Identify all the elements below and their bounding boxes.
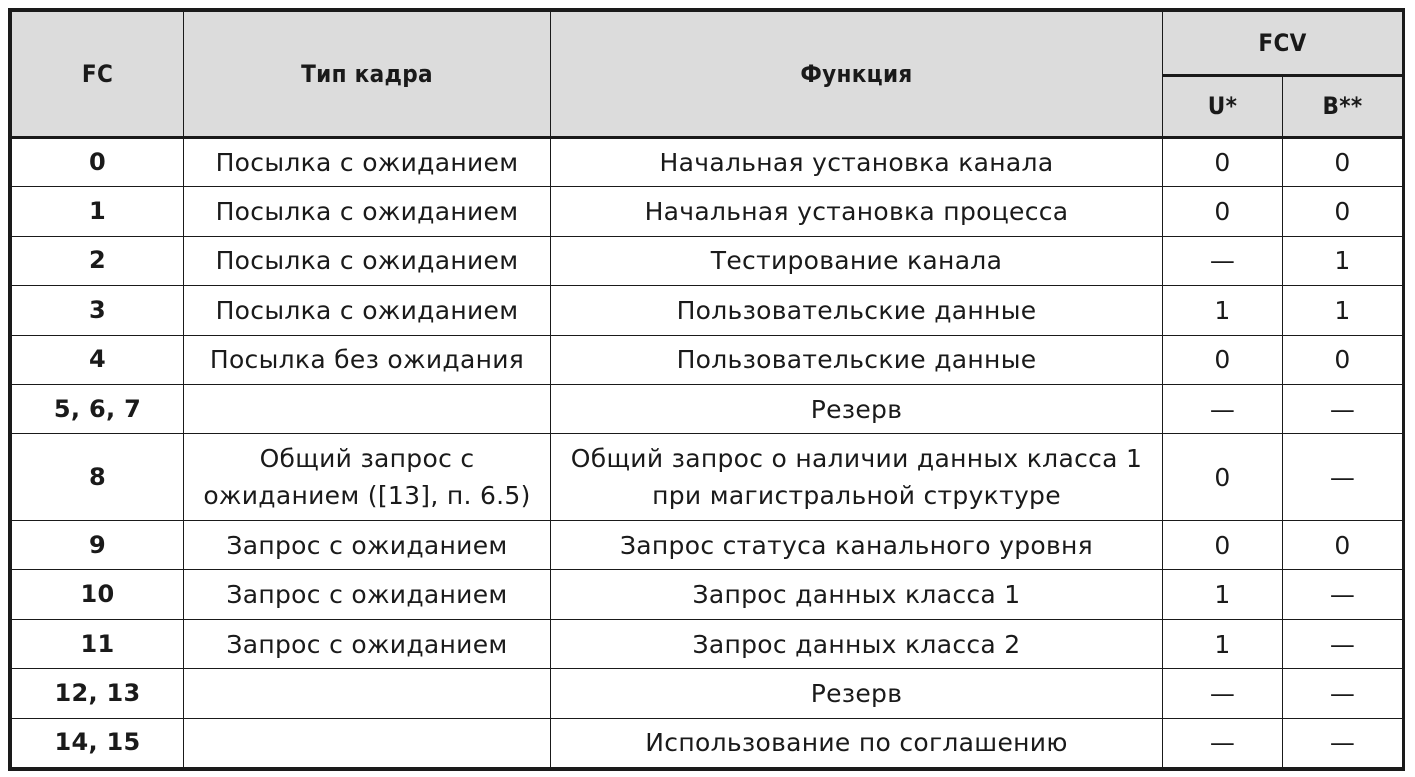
cell-function: Начальная установка канала	[551, 138, 1163, 187]
cell-u: 0	[1163, 434, 1283, 521]
cell-function: Запрос данных класса 2	[551, 619, 1163, 668]
table-row	[12, 521, 1403, 570]
header-frame-type: Тип кадра	[184, 12, 551, 138]
cell-b: —	[1283, 384, 1403, 433]
header-fc: FC	[12, 12, 184, 138]
cell-u: —	[1163, 718, 1283, 767]
cell-frame-type: Посылка с ожиданием	[184, 286, 551, 335]
cell-u: —	[1163, 236, 1283, 285]
cell-frame-type: Посылка с ожиданием	[184, 138, 551, 187]
cell-frame-type: Запрос с ожиданием	[184, 570, 551, 619]
cell-b: 0	[1283, 187, 1403, 236]
cell-fc: 10	[12, 570, 184, 619]
table-row	[12, 570, 1403, 619]
function-line-1: Общий запрос о наличии данных класса 1	[570, 444, 1143, 474]
cell-function: Пользовательские данные	[551, 335, 1163, 384]
cell-fc: 8	[12, 434, 184, 521]
cell-u: 1	[1163, 286, 1283, 335]
cell-b: —	[1283, 718, 1403, 767]
cell-fc: 3	[12, 286, 184, 335]
cell-b: 0	[1283, 138, 1403, 187]
cell-frame-type: Посылка с ожиданием	[184, 236, 551, 285]
cell-u: 0	[1163, 521, 1283, 570]
cell-b: 1	[1283, 286, 1403, 335]
cell-frame-type	[184, 669, 551, 718]
cell-function: Резерв	[551, 384, 1163, 433]
cell-u: 0	[1163, 335, 1283, 384]
cell-frame-type: Запрос с ожиданием	[184, 619, 551, 668]
cell-fc: 2	[12, 236, 184, 285]
cell-fc: 11	[12, 619, 184, 668]
cell-frame-type: Запрос с ожиданием	[184, 521, 551, 570]
table-row	[12, 718, 1403, 767]
table-row	[12, 335, 1403, 384]
header-row	[12, 12, 1403, 76]
cell-b: —	[1283, 669, 1403, 718]
table-row	[12, 187, 1403, 236]
cell-b: 0	[1283, 521, 1403, 570]
cell-fc: 4	[12, 335, 184, 384]
table-row	[12, 619, 1403, 668]
cell-b: —	[1283, 619, 1403, 668]
cell-frame-type: Посылка с ожиданием	[184, 187, 551, 236]
cell-u: —	[1163, 384, 1283, 433]
cell-function: Пользовательские данные	[551, 286, 1163, 335]
cell-u: 0	[1163, 187, 1283, 236]
cell-fc: 14, 15	[12, 718, 184, 767]
frame-type-line-2: ожиданием ([13], п. 6.5)	[203, 481, 531, 511]
cell-fc: 5, 6, 7	[12, 384, 184, 433]
frame-type-line-1: Общий запрос с	[259, 444, 475, 474]
table-row	[12, 669, 1403, 718]
fc-table-container	[8, 8, 1405, 771]
cell-fc: 12, 13	[12, 669, 184, 718]
cell-function	[551, 434, 1163, 521]
header-u: U*	[1163, 76, 1283, 138]
cell-u: 0	[1163, 138, 1283, 187]
cell-function: Использование по соглашению	[551, 718, 1163, 767]
table-row	[12, 138, 1403, 187]
cell-b: 0	[1283, 335, 1403, 384]
header-b: B**	[1283, 76, 1403, 138]
table-row	[12, 384, 1403, 433]
cell-fc: 1	[12, 187, 184, 236]
cell-b: —	[1283, 570, 1403, 619]
cell-u: 1	[1163, 570, 1283, 619]
cell-function: Начальная установка процесса	[551, 187, 1163, 236]
cell-u: 1	[1163, 619, 1283, 668]
cell-frame-type	[184, 718, 551, 767]
table-row	[12, 434, 1403, 521]
cell-frame-type: Посылка без ожидания	[184, 335, 551, 384]
table-row	[12, 286, 1403, 335]
function-line-2: при магистральной структуре	[652, 481, 1061, 511]
cell-function: Запрос данных класса 1	[551, 570, 1163, 619]
header-function: Функция	[551, 12, 1163, 138]
cell-frame-type	[184, 384, 551, 433]
cell-b: —	[1283, 434, 1403, 521]
cell-function: Запрос статуса канального уровня	[551, 521, 1163, 570]
fc-function-table	[11, 11, 1403, 768]
cell-function: Тестирование канала	[551, 236, 1163, 285]
cell-fc: 0	[12, 138, 184, 187]
cell-frame-type	[184, 434, 551, 521]
cell-function: Резерв	[551, 669, 1163, 718]
cell-fc: 9	[12, 521, 184, 570]
table-row	[12, 236, 1403, 285]
cell-b: 1	[1283, 236, 1403, 285]
cell-u: —	[1163, 669, 1283, 718]
header-fcv: FCV	[1163, 12, 1403, 76]
